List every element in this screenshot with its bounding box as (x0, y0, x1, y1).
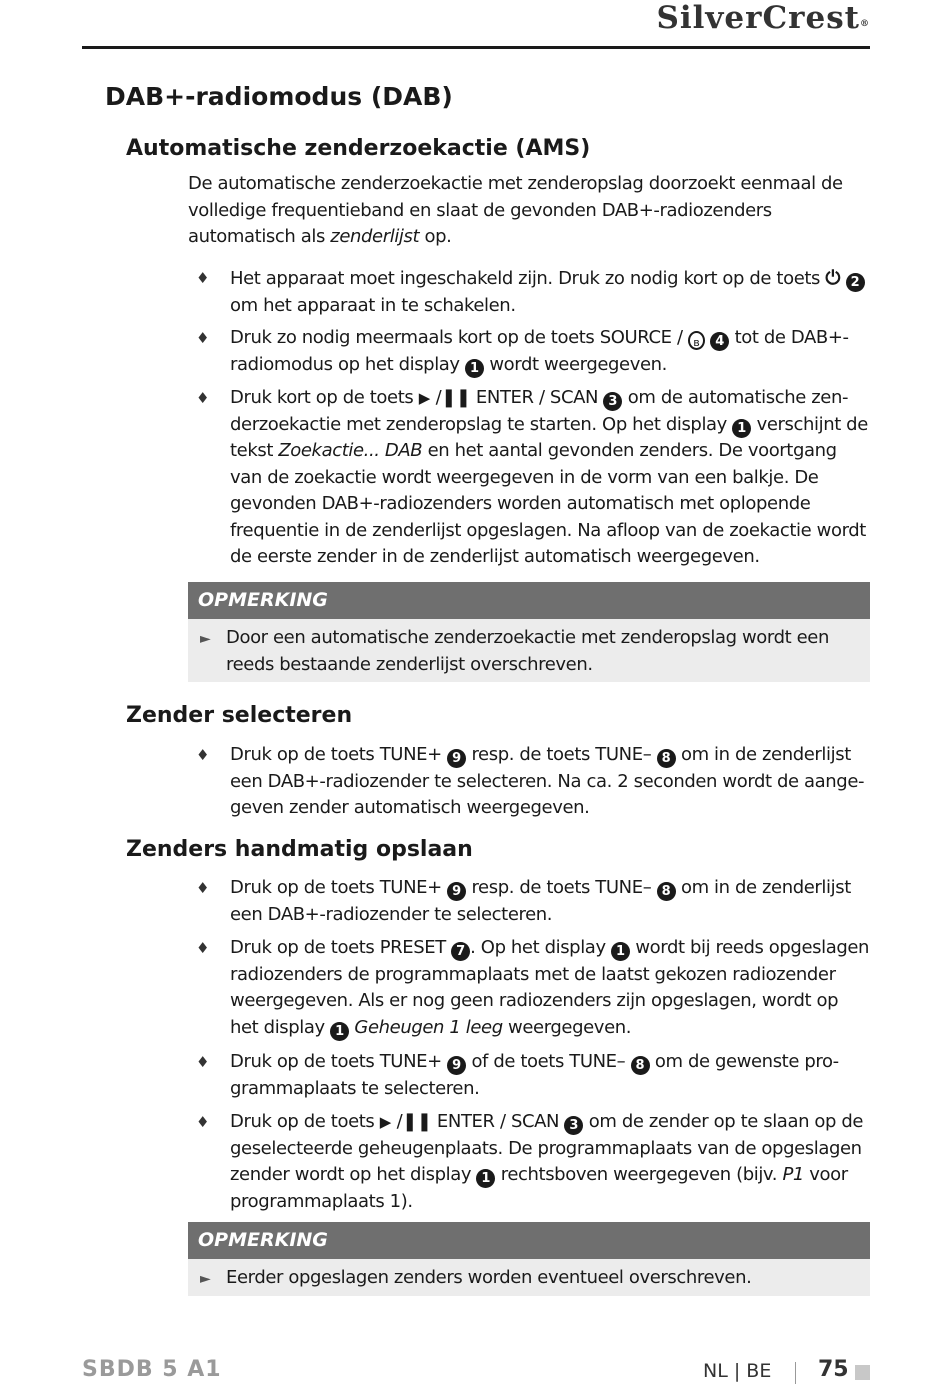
section-heading-select: Zender selecteren (126, 703, 353, 728)
ams-intro: De automatische zenderzoekactie met zenderopslag doorzoekt eenmaal de volledige frequentieband en slaat de gevonden DAB+-radiozenders automatisch als zenderlijst op. (188, 173, 843, 247)
diamond-icon: ♦ (196, 269, 210, 287)
callout-number: 1 (732, 419, 751, 438)
note-label: OPMERKING (188, 1222, 870, 1259)
diamond-icon: ♦ (196, 746, 210, 764)
callout-number: 1 (611, 942, 630, 961)
callout-number: 1 (330, 1022, 349, 1041)
callout-number: 9 (447, 1056, 466, 1075)
callout-number: 8 (631, 1056, 650, 1075)
callout-number: 1 (476, 1169, 495, 1188)
diamond-icon: ♦ (196, 939, 210, 957)
list-item: ♦ Druk zo nodig meermaals kort op de toets SOURCE / ʙ 4 tot de DAB+-radiomodus op het display 1 wordt weergegeven. (196, 327, 849, 376)
bluetooth-icon: ʙ (688, 331, 705, 350)
page-title: DAB+-radiomodus (DAB) (105, 82, 453, 111)
list-item: ♦ Druk kort op de toets ▶ /❚❚ ENTER / SCAN 3 om de automatische zenderzoekactie met zenderopslag te starten. Op het display 1 verschijnt de tekst Zoekactie... DAB en het aantal gevonden zenders. De voortgang van de zoekactie wordt weergegeven in de vorm van een balkje. De gevonden DAB+-radiozenders worden automatisch met oplopende frequentie in de zenderlijst opgeslagen. Na afloop van de zoekactie wordt de eerste zender in de zenderlijst automatisch weergegeven. (196, 387, 868, 567)
diamond-icon: ♦ (196, 1053, 210, 1071)
callout-number: 7 (451, 942, 470, 961)
callout-number: 2 (846, 273, 865, 292)
diamond-icon: ♦ (196, 389, 210, 407)
callout-number: 8 (657, 749, 676, 768)
list-item: ♦ Druk op de toets TUNE+ 9 of de toets TUNE– 8 om de gewenste programmaplaats te selecteren. (196, 1051, 840, 1099)
callout-number: 8 (657, 882, 676, 901)
note-body: ► Door een automatische zenderzoekactie met zenderopslag wordt een reeds bestaande zenderlijst overschreven. (188, 619, 870, 682)
play-icon: ▶ (379, 1113, 392, 1131)
footer-language: NL | BE (703, 1360, 772, 1382)
list-item: ♦ Druk op de toets TUNE+ 9 resp. de toets TUNE– 8 om in de zenderlijst een DAB+-radiozender te selecteren. Na ca. 2 seconden wordt de aangegeven zender automatisch weergegeven. (196, 744, 865, 818)
arrow-right-icon: ► (200, 631, 211, 647)
play-icon: ▶ (418, 389, 431, 407)
footer-square-icon (855, 1365, 870, 1380)
note-body: ► Eerder opgeslagen zenders worden eventueel overschreven. (188, 1259, 870, 1296)
page-number: 75 (818, 1357, 849, 1382)
list-item: ♦ Druk op de toets PRESET 7 . Op het display 1 wordt bij reeds opgeslagen radiozenders de programmaplaats met de laatst gekozen radiozender weergegeven. Als er nog geen radiozenders zijn opgeslagen, wordt op het display 1 Geheugen 1 leeg weergegeven. (196, 937, 870, 1039)
diamond-icon: ♦ (196, 1113, 210, 1131)
power-icon: ⏻ (825, 267, 841, 289)
arrow-right-icon: ► (200, 1271, 211, 1287)
callout-number: 9 (447, 749, 466, 768)
footer-divider (795, 1362, 796, 1384)
footer-model: SBDB 5 A1 (82, 1357, 222, 1382)
callout-number: 9 (447, 882, 466, 901)
callout-number: 3 (603, 392, 622, 411)
section-heading-manual: Zenders handmatig opslaan (126, 837, 473, 862)
list-item: ♦ Druk op de toets ▶ /❚❚ ENTER / SCAN 3 om de zender op te slaan op de geselecteerde geheugenplaats. De programmaplaats van de opgeslagen zender wordt op het display 1 rechtsboven weergegeven (bijv. P1 voor programmaplaats 1). (196, 1111, 864, 1212)
header-rule (82, 46, 870, 49)
diamond-icon: ♦ (196, 879, 210, 897)
callout-number: 4 (710, 332, 729, 351)
diamond-icon: ♦ (196, 329, 210, 347)
callout-number: 3 (564, 1116, 583, 1135)
list-item: ♦ Druk op de toets TUNE+ 9 resp. de toets TUNE– 8 om in de zenderlijst een DAB+-radiozender te selecteren. (196, 877, 851, 925)
note-label: OPMERKING (188, 582, 870, 619)
callout-number: 1 (465, 359, 484, 378)
list-item: ♦ Het apparaat moet ingeschakeld zijn. Druk zo nodig kort op de toets ⏻ 2 om het apparaat in te schakelen. (188, 265, 870, 319)
brand-logo: SilverCrest® (656, 0, 870, 36)
section-heading-ams: Automatische zenderzoekactie (AMS) (126, 136, 591, 161)
